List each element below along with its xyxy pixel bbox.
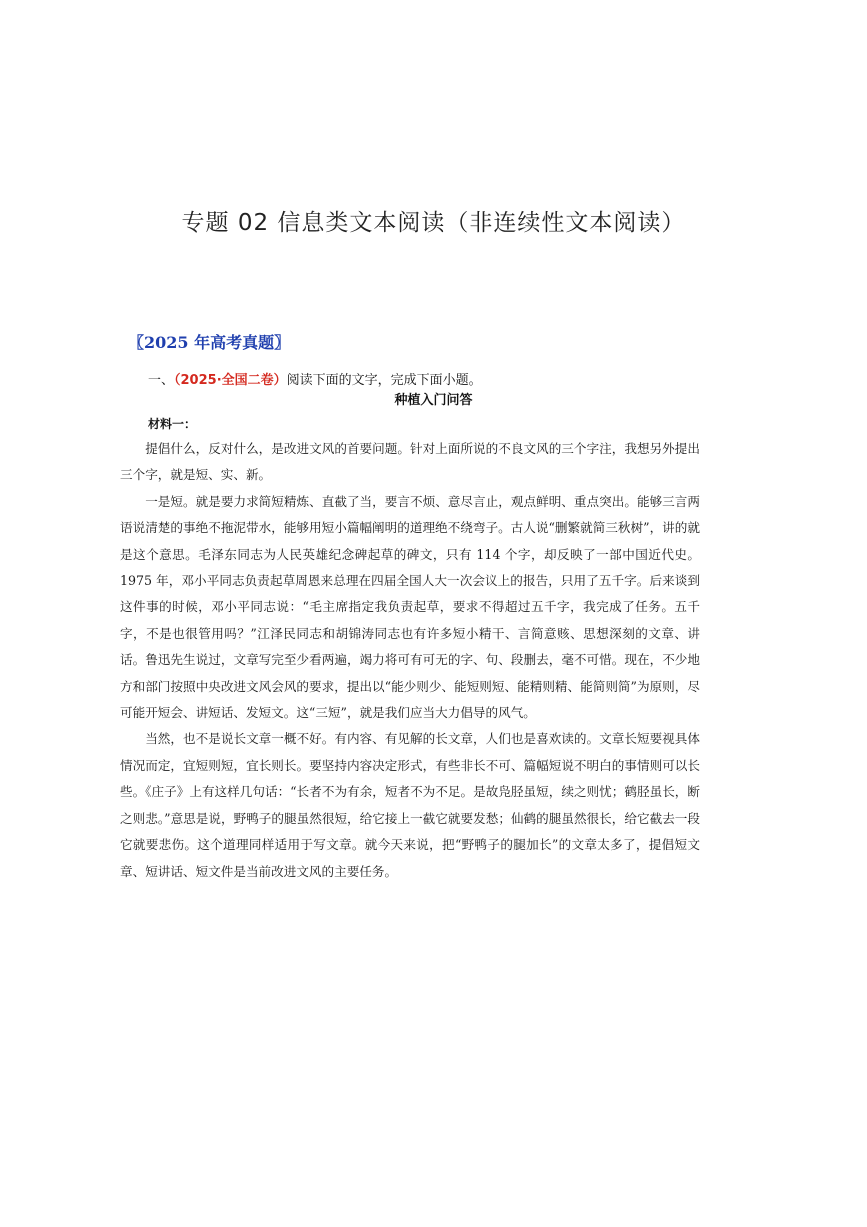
- page-title: 专题 02 信息类文本阅读（非连续性文本阅读）: [181, 210, 686, 236]
- paragraph: 一是短。就是要力求简短精炼、直截了当，要言不烦、意尽言止，观点鲜明、重点突出。能够三言两语说清楚的事绝不拖泥带水，能够用短小篇幅阐明的道理绝不绕弯子。古人说“删繁就简三秋树”，讲的就是这个意思。毛泽东同志为人民英雄纪念碑起草的碑文，只有 114 个字，却反映了一部中国近代史。1975 年，邓小平同志负责起草周恩来总理在四届全国人大一次会议上的报告，只用了五千字。后来谈到这件事的时候，邓小平同志说：“毛主席指定我负责起草，要求不得超过五千字，我完成了任务。五千字，不是也很管用吗？”江泽民同志和胡锦涛同志也有许多短小精干、言简意赅、思想深刻的文章、讲话。鲁迅先生说过，文章写完至少看两遍，竭力将可有可无的字、句、段删去，毫不可惜。现在，不少地方和部门按照中央改进文风会风的要求，提出以“能少则少、能短则短、能精则精、能简则简”为原则，尽可能开短会、讲短话、发短文。这“三短”，就是我们应当大力倡导的风气。: [120, 493, 700, 721]
- material-label: 材料一：: [148, 417, 197, 431]
- question-instruction: 阅读下面的文字，完成下面小题。: [286, 373, 482, 388]
- article-title: 种植入门问答: [394, 393, 473, 408]
- question-number: 一、: [148, 373, 175, 388]
- question-source-tag: （2025·全国二卷）: [174, 373, 287, 388]
- question-line: [148, 369, 482, 388]
- article-body: [120, 436, 700, 885]
- paragraph: 当然，也不是说长文章一概不好。有内容、有见解的长文章，人们也是喜欢读的。文章长短要视具体情况而定，宜短则短，宜长则长。要坚持内容决定形式，有些非长不可、篇幅短说不明白的事情则可以长些。《庄子》上有这样几句话：“长者不为有余，短者不为不足。是故凫胫虽短，续之则忧；鹤胫虽长，断之则悲。”意思是说，野鸭子的腿虽然很短，给它接上一截它就要发愁；仙鹤的腿虽然很长，给它截去一段它就要悲伤。这个道理同样适用于写文章。就今天来说，把“野鸭子的腿加长”的文章太多了，提倡短文章、短讲话、短文件是当前改进文风的主要任务。: [120, 731, 700, 879]
- paragraph: 提倡什么，反对什么，是改进文风的首要问题。针对上面所说的不良文风的三个字注，我想另外提出三个字，就是短、实、新。: [120, 441, 700, 483]
- section-heading: 〖2025 年高考真题〗: [128, 333, 291, 352]
